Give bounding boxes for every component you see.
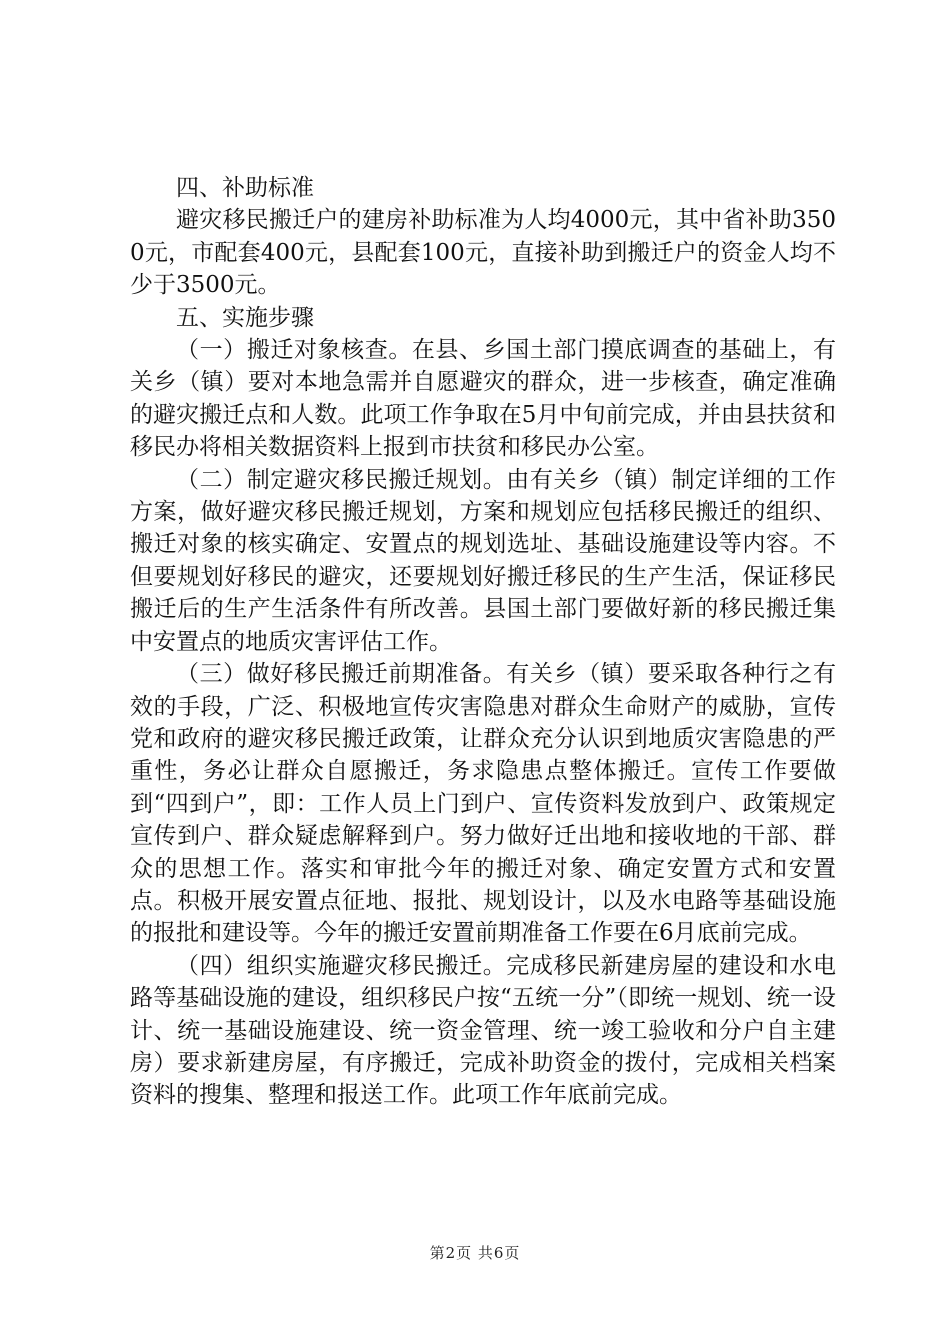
section-heading-subsidy-standard: 四、补助标准 — [176, 175, 314, 201]
paragraph-step-2: （二）制定避灾移民搬迁规划。由有关乡（镇）制定详细的工作方案，做好避灾移民搬迁规划，方案和规划应包括移民搬迁的组织、搬迁对象的核实确定、安置点的规划选址、基础设施建设等内容。不但要规划好移民的避灾，还要规划好搬迁移民的生产生活，保证移民搬迁后的生产生活条件有所改善。县国土部门要做好新的移民搬迁集中安置点的地质灾害评估工作。 — [130, 466, 836, 655]
paragraph-step-4: （四）组织实施避灾移民搬迁。完成移民新建房屋的建设和水电路等基础设施的建设，组织移民户按“五统一分”（即统一规划、统一设计、统一基础设施建设、统一资金管理、统一竣工验收和分户自主建房）要求新建房屋，有序搬迁，完成补助资金的拨付，完成相关档案资料的搜集、整理和报送工作。此项工作年底前完成。 — [130, 952, 836, 1109]
paragraph-subsidy-standard: 避灾移民搬迁户的建房补助标准为人均4000元，其中省补助3500元，市配套400元，县配套100元，直接补助到搬迁户的资金人均不少于3500元。 — [130, 207, 836, 299]
paragraph-step-3: （三）做好移民搬迁前期准备。有关乡（镇）要采取各种行之有效的手段，广泛、积极地宣传灾害隐患对群众生命财产的威胁，宣传党和政府的避灾移民搬迁政策，让群众充分认识到地质灾害隐患的严重性，务必让群众自愿搬迁，务求隐患点整体搬迁。宣传工作要做到“四到户”，即：工作人员上门到户、宣传资料发放到户、政策规定宣传到户、群众疑虑解释到户。努力做好迁出地和接收地的干部、群众的思想工作。落实和审批今年的搬迁对象、确定安置方式和安置点。积极开展安置点征地、报批、规划设计，以及水电路等基础设施的报批和建设等。今年的搬迁安置前期准备工作要在6月底前完成。 — [130, 661, 836, 947]
page-number-footer: 第2页 共6页 — [429, 1244, 521, 1262]
document-body — [130, 172, 836, 1112]
paragraph-step-1: （一）搬迁对象核查。在县、乡国土部门摸底调查的基础上，有关乡（镇）要对本地急需并自愿避灾的群众，进一步核查，确定准确的避灾搬迁点和人数。此项工作争取在5月中旬前完成，并由县扶贫和移民办将相关数据资料上报到市扶贫和移民办公室。 — [130, 337, 836, 461]
section-heading-implementation-steps: 五、实施步骤 — [176, 304, 314, 331]
